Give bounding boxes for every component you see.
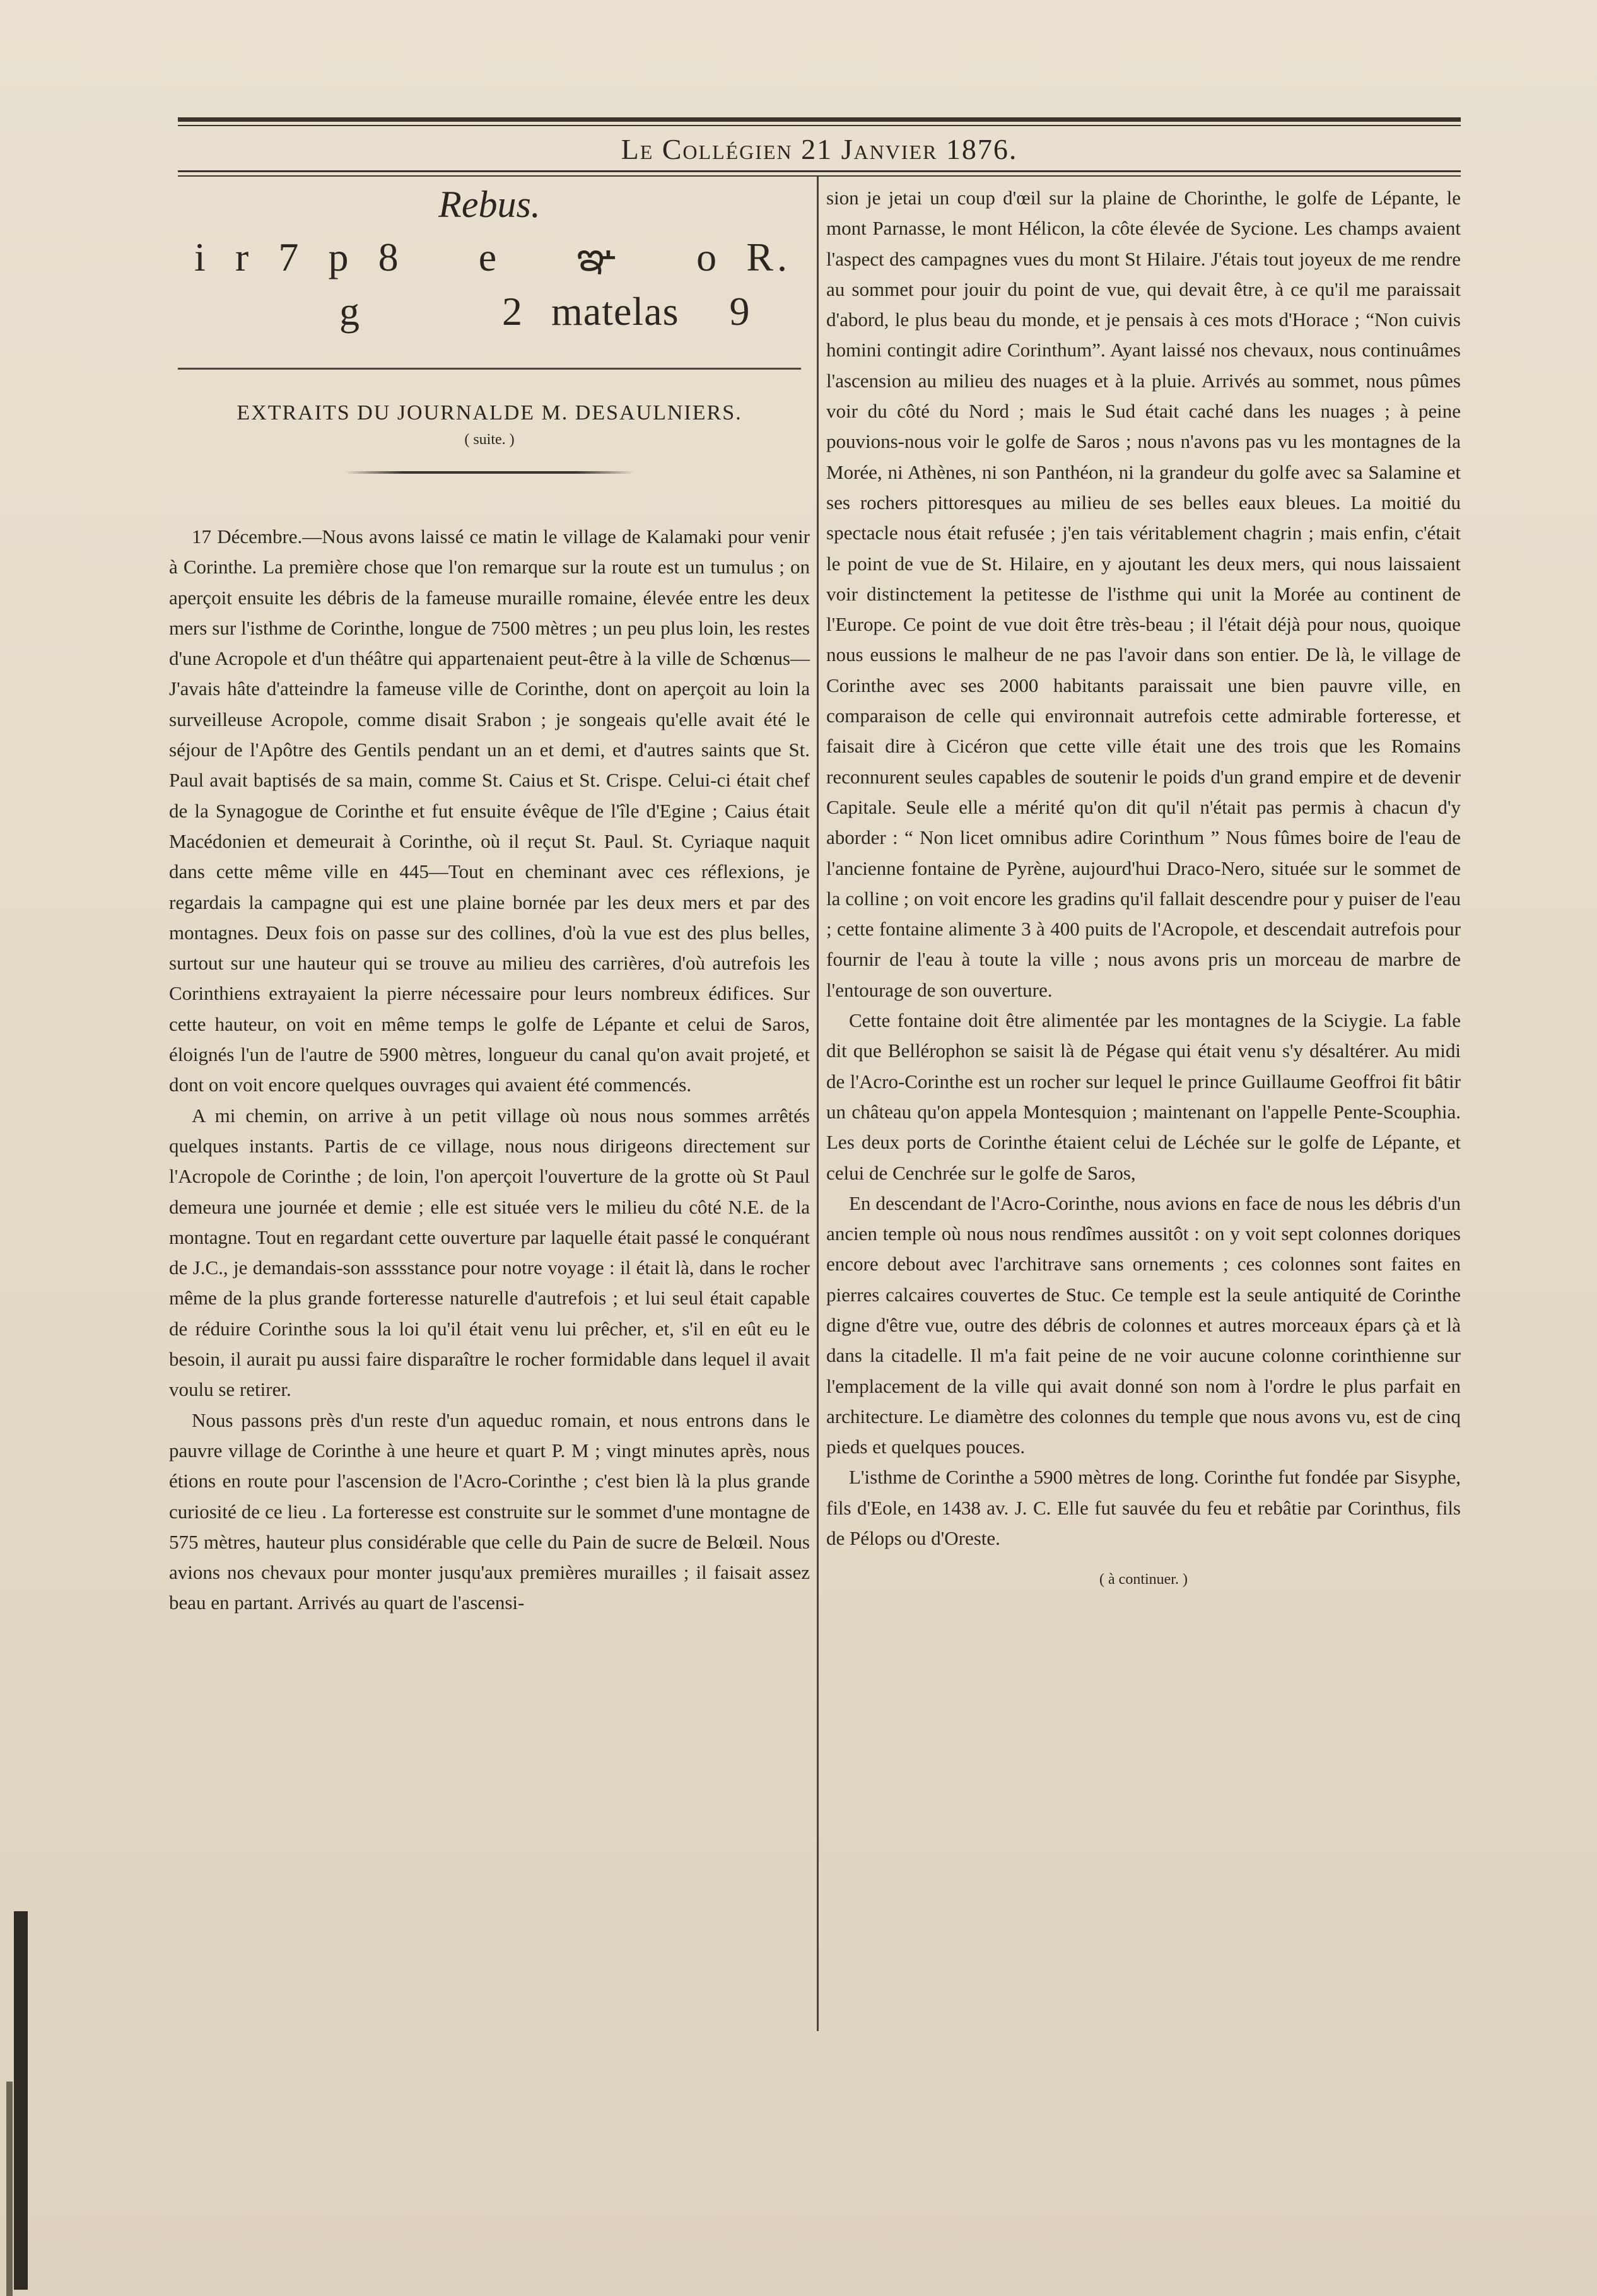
- ornamental-rule: [344, 471, 635, 474]
- rebus-title: Rebus.: [438, 184, 541, 225]
- left-column: [169, 183, 810, 1619]
- paragraph: 17 Décembre.—Nous avons laissé ce matin le village de Kalamaki pour venir à Corinthe. La première chose que l'on remarque sur la route est un tumulus ; on aperçoit ensuite les débris de la fameuse muraille romaine, élevée entre les deux mers sur l'isthme de Corinthe, longue de 7500 mètres ; un peu plus loin, les restes d'une Acropole et d'un théâtre qui appartenaient peut-être à la ville de Schœnus— J'avais hâte d'atteindre la fameuse ville de Corinthe, dont on aperçoit au loin la surveilleuse Acropole, comme disait Srabon ; je songeais qu'elle avait été le séjour de l'Apôtre des Gentils pendant un an et demi, et d'autres saints que St. Paul avait baptisés de sa main, comme St. Caius et St. Crispe. Celui-ci était chef de la Synagogue de Corinthe et fut ensuite évêque de l'île d'Egine ; Caius était Macédonien et demeurait à Corinthe, où il reçut St. Paul. St. Cyriaque naquit dans cette même ville en 445—Tout en cheminant avec ces réflexions, je regardais la campagne qui est une plaine bornée par les deux mers et par des montagnes. Deux fois on passe sur des collines, d'où la vue est des plus belles, surtout sur une hauteur qui se trouve au milieu des carrières, d'où autrefois les Corinthiens extrayaient la pierre nécessaire pour leurs nombreux édifices. Sur cette hauteur, on voit en même temps le golfe de Lépante et celui de Saros, éloignés l'un de l'autre de 5900 mètres, longueur du canal qu'on avait projeté, et dont on voit encore quelques ouvrages qui avaient été commencés.: [169, 525, 810, 1096]
- rebus-symbol: e: [478, 235, 501, 279]
- continued-note: ( à continuer. ): [1099, 1571, 1188, 1588]
- header-rule-thin: [178, 125, 1461, 126]
- paragraph: Nous passons près d'un reste d'un aqueduc romain, et nous entrons dans le pauvre village de Corinthe à une heure et quart P. M ; vingt minutes après, nous étions en route pour l'ascension de l'Acro-Corinthe ; c'est bien là la plus grande curiosité de ce lieu . La forteresse est construite sur le sommet d'une montagne de 575 mètres, hauteur plus considérable que celle du Pain de sucre de Belœil. Nous avions nos chevaux pour monter jusqu'aux premières murailles ; il faisait assez beau en partant. Arrivés au quart de l'ascensi-: [169, 1409, 810, 1614]
- header-rule-bottom-thin: [178, 175, 1461, 177]
- header-rule-bottom: [178, 170, 1461, 172]
- rebus-line-1: [169, 230, 810, 284]
- rebus-symbol: ఞ: [576, 235, 620, 279]
- binding-edge: [14, 1911, 28, 2290]
- rebus-symbol: 8: [378, 235, 402, 279]
- rebus-symbol: 9: [729, 289, 754, 334]
- paragraph: En descendant de l'Acro-Corinthe, nous avions en face de nous les débris d'un ancien temple où nous nous rendîmes aussitôt : on y voit sept colonnes doriques encore debout avec l'architrave sans ornements ; ces colonnes sont faites en pierres calcaires couvertes de Stuc. Ce temple est la seule antiquité de Corinthe digne d'être vue, outre des débris de colonnes et autres morceaux épars çà et là dans la citadelle. Il m'a fait peine de ne voir aucune colonne corinthienne sur l'emplacement de la ville qui avait donné son nom à l'ordre le plus parfait en architecture. Le diamètre des colonnes du temple que nous avons vu, est de cinq pieds et quelques pouces.: [826, 1192, 1461, 1458]
- binding-edge-shadow: [6, 2082, 13, 2296]
- rebus-line-2: [169, 284, 810, 339]
- rebus-symbol: i: [194, 235, 209, 279]
- rebus-symbol: r: [235, 235, 253, 279]
- paragraph: A mi chemin, on arrive à un petit village où nous nous sommes arrêtés quelques instants. Partis de ce village, nous nous dirigeons directement sur l'Acropole de Corinthe ; de loin, l'on aperçoit l'ouverture de la grotte où St Paul demeura une journée et demie ; elle est située vers le milieu du côté N.E. de la montagne. Tout en regardant cette ouverture par laquelle était passé le conquérant de J.C., je demandais-son asssstance pour notre voyage : il était là, dans le rocher même de la plus grande forteresse naturelle d'autrefois ; et lui seul était capable de réduire Corinthe sous la loi qu'il était venu lui prêcher, et, s'il en eût eu le besoin, il aurait pu aussi faire disparaître le rocher formidable dans lequel il avait voulu se retirer.: [169, 1104, 810, 1401]
- article-title: EXTRAITS DU JOURNALDE M. DESAULNIERS.: [237, 401, 742, 425]
- column-divider: [817, 177, 819, 2031]
- rebus-symbol: p: [328, 235, 353, 279]
- right-column: [826, 183, 1461, 1588]
- page-header: Le Collégien 21 Janvier 1876.: [621, 133, 1018, 165]
- header-rule-top: [178, 117, 1461, 122]
- rebus-symbol: R.: [746, 235, 791, 279]
- rebus-symbol: 7: [278, 235, 303, 279]
- rebus-symbol: 2: [502, 289, 526, 334]
- rebus-symbol: matelas: [551, 289, 679, 334]
- rebus-symbol: g: [339, 289, 363, 334]
- section-rule: [178, 368, 801, 370]
- paragraph: Cette fontaine doit être alimentée par les montagnes de la Sciygie. La fable dit que Bellérophon se saisit là de Pégase qui était venu s'y désaltérer. Au midi de l'Acro-Corinthe est un rocher sur lequel le prince Guillaume Geoffroi fit bâtir un château qu'on appela Montesquion ; maintenant on l'appelle Pente-Scouphia. Les deux ports de Corinthe étaient celui de Léchée sur le golfe de Lépante, et celui de Cenchrée sur le golfe de Saros,: [826, 1009, 1461, 1184]
- rebus-symbol: o: [696, 235, 721, 279]
- paragraph: sion je jetai un coup d'œil sur la plaine de Chorinthe, le golfe de Lépante, le mont Parnasse, le mont Hélicon, la côte élevée de Sycione. Les champs avaient l'aspect des campagnes vues du mont St Hilaire. J'étais tout joyeux de me rendre au sommet pour jouir du point de vue, qui devait être, à ce qu'il me paraissait d'abord, le plus beau du monde, et je pensais à ces mots d'Horace ; “Non cuivis homini contingit adire Corinthum”. Ayant laissé nos chevaux, nous continuâmes l'ascension au milieu des nuages et à la pluie. Arrivés au sommet, nous pûmes voir du côté du Nord ; mais le Sud était caché dans les nuages ; à peine pouvions-nous voir le golfe de Saros ; nous n'avons pas vu les montagnes de la Morée, ni Athènes, ni son Panthéon, ni la grandeur du golfe avec sa Salamine et ses rochers pittoresques au milieu de ses belles eaux bleues. La moitié du spectacle nous était refusée ; j'en tais véritablement chagrin ; mais enfin, c'était le point de vue de St. Hilaire, en y ajoutant les deux mers, qui nous laissaient voir distinctement la petitesse de l'isthme qui unit la Morée au continent de l'Europe. Ce point de vue doit être très-beau ; il l'était déjà pour nous, quoique nous eussions le malheur de ne pas l'avoir dans son entier. De là, le village de Corinthe avec ses 2000 habitants paraissait une bien pauvre ville, en comparaison de celle qui environnait autrefois cette admirable forteresse, et faisait dire à Cicéron que cette ville était une des trois que les Romains reconnurent seules capables de soutenir le poids d'un grand empire et de devenir Capitale. Seule elle a mérité qu'on dit qu'il n'était pas permis à chacun d'y aborder : “ Non licet omnibus adire Corinthum ” Nous fûmes boire de l'eau de l'ancienne fontaine de Pyrène, aujourd'hui Draco-Nero, située sur le sommet de la colline ; on voit encore les gradins qu'il fallait descendre pour y puiser de l'eau ; cette fontaine alimente 3 à 400 puits de l'Acropole, et descendait autrefois pour fournir de l'eau à toute la ville ; nous avons pris un morceau de marbre de l'entourage de son ouverture.: [826, 187, 1461, 1001]
- article-suite: ( suite. ): [464, 431, 515, 448]
- paragraph: L'isthme de Corinthe a 5900 mètres de long. Corinthe fut fondée par Sisyphe, fils d'Eole, en 1438 av. J. C. Elle fut sauvée du feu et rebâtie par Corinthus, fils de Pélops ou d'Oreste.: [826, 1466, 1461, 1550]
